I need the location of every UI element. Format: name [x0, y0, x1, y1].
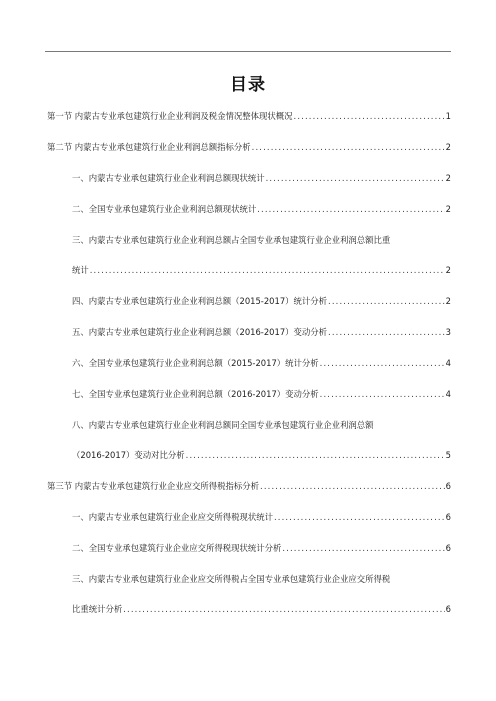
toc-leader-dots — [274, 512, 445, 523]
toc-entry-2-2[interactable] — [72, 204, 451, 215]
toc-entry-text: （2016-2017）变动对比分析 — [72, 450, 185, 460]
toc-page-number: 4 — [445, 389, 451, 399]
toc-page-number: 2 — [445, 204, 451, 214]
toc-entry-2-1[interactable] — [72, 173, 451, 184]
toc-page-number: 6 — [445, 604, 451, 614]
toc-entry-2-3[interactable] — [72, 235, 451, 246]
toc-entry-text: 二、全国专业承包建筑行业企业应交所得税现状统计分析 — [72, 543, 282, 553]
toc-leader-dots — [282, 543, 444, 554]
toc-leader-dots — [294, 111, 445, 122]
toc-entry-text-line1: 三、内蒙古专业承包建筑行业企业应交所得税占全国专业承包建筑行业企业应交所得税 — [72, 574, 391, 584]
toc-entry-text: 六、全国专业承包建筑行业企业利润总额（2015-2017）统计分析 — [72, 358, 319, 368]
toc-leader-dots — [260, 481, 445, 492]
toc-entry-text-line1: 三、内蒙古专业承包建筑行业企业利润总额占全国专业承包建筑行业企业利润总额比重 — [72, 235, 391, 245]
toc-leader-dots — [320, 389, 445, 400]
toc-entry-3-3-cont[interactable] — [72, 604, 451, 615]
toc-entry-2-4[interactable] — [72, 296, 451, 307]
toc-entry-2-7[interactable] — [72, 389, 451, 400]
toc-entry-text: 第一节 内蒙古专业承包建筑行业企业利润及税金情况整体现状概况 — [47, 111, 293, 121]
toc-entry-text: 七、全国专业承包建筑行业企业利润总额（2016-2017）变动分析 — [72, 389, 319, 399]
toc-entry-section-2[interactable] — [47, 142, 451, 153]
toc-page-number: 2 — [445, 173, 451, 183]
toc-entry-2-8[interactable] — [72, 420, 451, 431]
toc-leader-dots — [257, 204, 444, 215]
toc-entry-2-5[interactable] — [72, 327, 451, 338]
toc-leader-dots — [186, 450, 445, 461]
toc-entry-text: 五、内蒙古专业承包建筑行业企业利润总额（2016-2017）变动分析 — [72, 327, 328, 337]
toc-page-number: 6 — [445, 481, 451, 491]
toc-page-number: 2 — [445, 265, 451, 275]
toc-leader-dots — [90, 265, 445, 276]
toc-entry-text: 二、全国专业承包建筑行业企业利润总额现状统计 — [72, 204, 257, 214]
toc-page-number: 2 — [445, 296, 451, 306]
toc-entry-text: 比重统计分析 — [72, 604, 123, 614]
toc-leader-dots — [252, 142, 445, 153]
toc-entry-2-3-cont[interactable] — [72, 265, 451, 276]
toc-entry-section-3[interactable] — [47, 481, 451, 492]
toc-page-number: 6 — [445, 512, 451, 522]
toc-page-number: 2 — [445, 142, 451, 152]
toc-page-number: 1 — [445, 111, 451, 121]
toc-entry-text-line1: 八、内蒙古专业承包建筑行业企业利润总额同全国专业承包建筑行业企业利润总额 — [72, 420, 374, 430]
toc-leader-dots — [320, 358, 445, 369]
toc-entry-3-1[interactable] — [72, 512, 451, 523]
toc-leader-dots — [123, 604, 444, 615]
toc-entry-text: 第三节 内蒙古专业承包建筑行业企业应交所得税指标分析 — [47, 481, 260, 491]
toc-entry-text: 四、内蒙古专业承包建筑行业企业利润总额（2015-2017）统计分析 — [72, 296, 328, 306]
toc-entry-text: 一、内蒙古专业承包建筑行业企业利润总额现状统计 — [72, 173, 265, 183]
toc-entry-2-8-cont[interactable] — [72, 450, 451, 461]
toc-entry-3-3[interactable] — [72, 574, 451, 585]
toc-page-number: 6 — [445, 543, 451, 553]
toc-leader-dots — [328, 327, 445, 338]
toc-entry-3-2[interactable] — [72, 543, 451, 554]
toc-page-number: 4 — [445, 358, 451, 368]
toc-entry-text: 一、内蒙古专业承包建筑行业企业应交所得税现状统计 — [72, 512, 273, 522]
toc-entry-2-6[interactable] — [72, 358, 451, 369]
header-rule — [45, 51, 451, 52]
toc-leader-dots — [328, 296, 445, 307]
toc-title: 目录 — [230, 75, 266, 95]
toc-entry-section-1[interactable] — [47, 111, 451, 122]
toc-page-number: 3 — [445, 327, 451, 337]
toc-entry-text: 第二节 内蒙古专业承包建筑行业企业利润总额指标分析 — [47, 142, 251, 152]
toc-page-number: 5 — [445, 450, 451, 460]
toc-leader-dots — [266, 173, 445, 184]
toc-entry-text: 统计 — [72, 265, 89, 275]
